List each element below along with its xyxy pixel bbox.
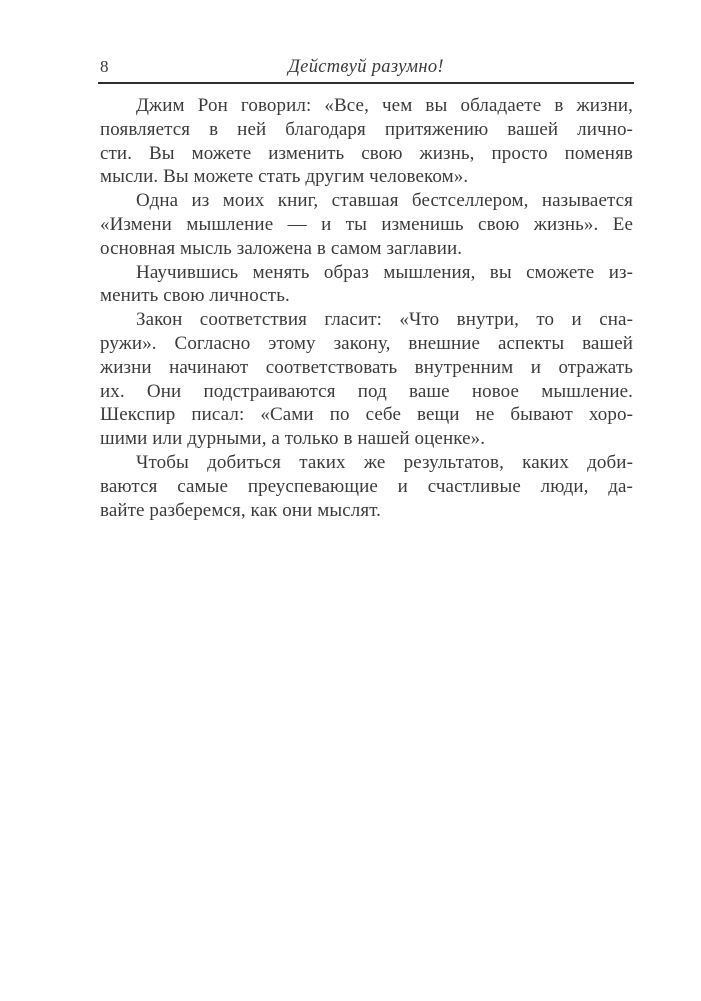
paragraph xyxy=(100,189,633,260)
text-line: «Измени мышление — и ты изменишь свою жизнь». Ее xyxy=(100,213,633,235)
text-line: их. Они подстраиваются под ваше новое мышление. xyxy=(100,380,633,402)
text-line: вайте разберемся, как они мыслят. xyxy=(100,499,382,521)
paragraph xyxy=(100,94,633,189)
text-line: Чтобы добиться таких же результатов, каких доби- xyxy=(136,451,633,473)
text-line: менить свою личность. xyxy=(100,285,290,307)
running-title: Действуй разумно! xyxy=(288,57,444,77)
text-line: ваются самые преуспевающие и счастливые люди, да- xyxy=(100,475,633,497)
body-text xyxy=(100,94,633,522)
text-line: шими или дурными, а только в нашей оценке». xyxy=(100,428,486,450)
text-line: основная мысль заложена в самом заглавии. xyxy=(100,237,463,259)
page-number: 8 xyxy=(100,57,109,76)
text-line: Шекспир писал: «Сами по себе вещи не бывают хоро- xyxy=(100,404,633,426)
paragraph xyxy=(100,308,633,451)
text-line: Научившись менять образ мышления, вы сможете из- xyxy=(136,261,633,283)
page-header xyxy=(98,56,634,84)
paragraph xyxy=(100,261,633,309)
text-line: жизни начинают соответствовать внутренним и отражать xyxy=(100,356,633,378)
text-line: Одна из моих книг, ставшая бестселлером, называется xyxy=(136,190,633,212)
text-line: появляется в ней благодаря притяжению вашей лично- xyxy=(100,118,633,140)
text-line: ружи». Согласно этому закону, внешние аспекты вашей xyxy=(100,332,633,354)
text-line: сти. Вы можете изменить свою жизнь, просто поменяв xyxy=(100,142,633,164)
text-line: Закон соответствия гласит: «Что внутри, то и сна- xyxy=(136,309,633,331)
text-line: мысли. Вы можете стать другим человеком». xyxy=(100,166,469,188)
paragraph xyxy=(100,451,633,522)
text-line: Джим Рон говорил: «Все, чем вы обладаете в жизни, xyxy=(136,95,633,116)
